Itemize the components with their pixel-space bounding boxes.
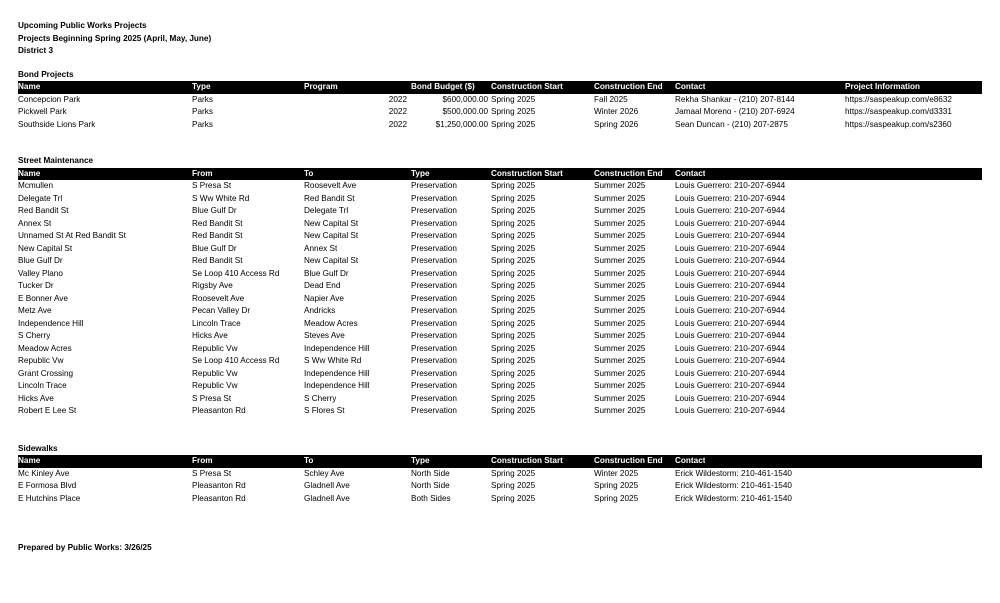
document-header bbox=[18, 20, 982, 58]
table-row bbox=[18, 106, 982, 119]
table-row bbox=[18, 94, 982, 107]
cell-contact: Louis Guerrero: 210-207-6944 bbox=[675, 243, 786, 253]
street-col-type: Type bbox=[411, 168, 430, 178]
cell-name: Mcmullen bbox=[18, 181, 54, 190]
bond-col-budget: Bond Budget ($) bbox=[411, 82, 475, 91]
table-row bbox=[18, 393, 982, 406]
cell-start: Spring 2025 bbox=[491, 368, 536, 378]
prepared-by-footer: Prepared by Public Works: 3/26/25 bbox=[18, 543, 152, 552]
cell-to: New Capital St bbox=[304, 256, 359, 265]
cell-end: Spring 2025 bbox=[594, 481, 639, 490]
cell-name: Tucker Dr bbox=[18, 281, 54, 290]
cell-program: 2022 bbox=[388, 94, 407, 104]
cell-from: Red Bandit St bbox=[192, 218, 243, 228]
cell-name: Southside Lions Park bbox=[18, 119, 96, 129]
cell-end: Summer 2025 bbox=[594, 393, 646, 403]
cell-from: S Ww White Rd bbox=[192, 193, 250, 203]
cell-type: Both Sides bbox=[411, 493, 451, 503]
cell-from: Republic Vw bbox=[192, 368, 238, 378]
table-row bbox=[18, 493, 982, 506]
cell-from: Pecan Valley Dr bbox=[192, 306, 251, 315]
cell-contact: Louis Guerrero: 210-207-6944 bbox=[675, 293, 786, 303]
table-row bbox=[18, 468, 982, 481]
cell-name: Independence Hill bbox=[18, 318, 84, 328]
bond-col-type: Type bbox=[192, 82, 211, 91]
table-row bbox=[18, 318, 982, 331]
cell-start: Spring 2025 bbox=[491, 107, 536, 116]
cell-contact: Louis Guerrero: 210-207-6944 bbox=[675, 256, 786, 265]
cell-from: Pleasanton Rd bbox=[192, 493, 246, 503]
cell-type: Preservation bbox=[411, 193, 457, 203]
cell-end: Spring 2026 bbox=[594, 119, 639, 129]
table-row bbox=[18, 355, 982, 368]
cell-end: Winter 2025 bbox=[594, 468, 639, 478]
cell-name: Concepcion Park bbox=[18, 94, 81, 104]
cell-start: Spring 2025 bbox=[491, 406, 536, 415]
cell-name: Meadow Acres bbox=[18, 343, 72, 353]
cell-contact: Louis Guerrero: 210-207-6944 bbox=[675, 193, 786, 203]
cell-start: Spring 2025 bbox=[491, 281, 536, 290]
cell-to: Blue Gulf Dr bbox=[304, 268, 349, 278]
cell-from: Pleasanton Rd bbox=[192, 481, 246, 490]
cell-name: Valley Plano bbox=[18, 268, 63, 278]
table-row bbox=[18, 293, 982, 306]
table-row bbox=[18, 193, 982, 206]
cell-info: https://saspeakup.com/s2360 bbox=[845, 119, 952, 129]
cell-end: Summer 2025 bbox=[594, 318, 646, 328]
street-maintenance-title: Street Maintenance bbox=[18, 156, 94, 165]
cell-type: Preservation bbox=[411, 356, 457, 365]
cell-contact: Louis Guerrero: 210-207-6944 bbox=[675, 231, 786, 240]
street-col-end: Construction End bbox=[594, 168, 663, 178]
cell-start: Spring 2025 bbox=[491, 231, 536, 240]
cell-to: Schley Ave bbox=[304, 468, 345, 478]
cell-name: Grant Crossing bbox=[18, 368, 74, 378]
cell-end: Summer 2025 bbox=[594, 306, 646, 315]
cell-from: S Presa St bbox=[192, 393, 232, 403]
cell-to: S Flores St bbox=[304, 406, 345, 415]
cell-budget: $500,000.00 bbox=[442, 107, 488, 116]
table-row bbox=[18, 243, 982, 256]
cell-name: Annex St bbox=[18, 218, 52, 228]
cell-contact: Louis Guerrero: 210-207-6944 bbox=[675, 181, 786, 190]
sidewalks-col-from: From bbox=[192, 456, 213, 465]
cell-to: Independence Hill bbox=[304, 368, 370, 378]
table-row bbox=[18, 405, 982, 418]
cell-contact: Louis Guerrero: 210-207-6944 bbox=[675, 331, 786, 340]
table-row bbox=[18, 343, 982, 356]
cell-contact: Louis Guerrero: 210-207-6944 bbox=[675, 218, 786, 228]
street-header-row bbox=[18, 168, 982, 181]
cell-from: Red Bandit St bbox=[192, 256, 243, 265]
table-row bbox=[18, 330, 982, 343]
cell-type: Preservation bbox=[411, 218, 457, 228]
sidewalks-col-type: Type bbox=[411, 456, 430, 465]
cell-name: Hicks Ave bbox=[18, 393, 54, 403]
cell-to: Napier Ave bbox=[304, 293, 344, 303]
cell-contact: Louis Guerrero: 210-207-6944 bbox=[675, 356, 786, 365]
table-row bbox=[18, 230, 982, 243]
cell-to: Gladnell Ave bbox=[304, 493, 350, 503]
cell-contact: Louis Guerrero: 210-207-6944 bbox=[675, 268, 786, 278]
cell-name: Lincoln Trace bbox=[18, 381, 67, 390]
cell-to: S Ww White Rd bbox=[304, 356, 362, 365]
cell-name: New Capital St bbox=[18, 243, 73, 253]
cell-type: Preservation bbox=[411, 381, 457, 390]
cell-to: Independence Hill bbox=[304, 381, 370, 390]
cell-type: Preservation bbox=[411, 343, 457, 353]
cell-type: Preservation bbox=[411, 181, 457, 190]
cell-type: Preservation bbox=[411, 243, 457, 253]
cell-contact: Louis Guerrero: 210-207-6944 bbox=[675, 406, 786, 415]
cell-start: Spring 2025 bbox=[491, 206, 536, 215]
cell-type: Preservation bbox=[411, 231, 457, 240]
cell-type: Preservation bbox=[411, 293, 457, 303]
sidewalks-col-to: To bbox=[304, 456, 314, 465]
cell-info: https://saspeakup.com/d3331 bbox=[845, 107, 952, 116]
table-row bbox=[18, 305, 982, 318]
cell-start: Spring 2025 bbox=[491, 343, 536, 353]
bond-projects-section bbox=[18, 69, 982, 132]
cell-name: Unnamed St At Red Bandit St bbox=[18, 231, 126, 240]
table-row bbox=[18, 268, 982, 281]
cell-type: Preservation bbox=[411, 331, 457, 340]
cell-name: Delegate Trl bbox=[18, 193, 63, 203]
cell-name: Republic Vw bbox=[18, 356, 64, 365]
cell-name: E Formosa Blvd bbox=[18, 481, 77, 490]
cell-name: S Cherry bbox=[18, 331, 51, 340]
cell-start: Spring 2025 bbox=[491, 393, 536, 403]
cell-start: Spring 2025 bbox=[491, 293, 536, 303]
cell-from: S Presa St bbox=[192, 468, 232, 478]
cell-end: Summer 2025 bbox=[594, 331, 646, 340]
bond-col-info: Project Information bbox=[845, 82, 921, 91]
sidewalks-header-row bbox=[18, 455, 982, 468]
cell-contact: Rekha Shankar - (210) 207-8144 bbox=[675, 94, 795, 104]
cell-to: New Capital St bbox=[304, 231, 359, 240]
cell-name: Robert E Lee St bbox=[18, 406, 77, 415]
street-col-to: To bbox=[304, 168, 314, 178]
street-col-start: Construction Start bbox=[491, 168, 563, 178]
bond-col-program: Program bbox=[304, 82, 338, 91]
cell-to: Annex St bbox=[304, 243, 338, 253]
cell-end: Summer 2025 bbox=[594, 256, 646, 265]
cell-from: Red Bandit St bbox=[192, 231, 243, 240]
cell-to: Dead End bbox=[304, 281, 341, 290]
cell-type: Parks bbox=[192, 119, 213, 129]
cell-contact: Louis Guerrero: 210-207-6944 bbox=[675, 318, 786, 328]
cell-name: Mc Kinley Ave bbox=[18, 468, 70, 478]
sidewalks-col-start: Construction Start bbox=[491, 456, 563, 465]
cell-type: Parks bbox=[192, 94, 213, 104]
cell-from: Hicks Ave bbox=[192, 331, 228, 340]
cell-start: Spring 2025 bbox=[491, 181, 536, 190]
cell-end: Summer 2025 bbox=[594, 293, 646, 303]
cell-end: Summer 2025 bbox=[594, 281, 646, 290]
sidewalks-col-name: Name bbox=[18, 456, 41, 465]
cell-end: Summer 2025 bbox=[594, 231, 646, 240]
cell-contact: Louis Guerrero: 210-207-6944 bbox=[675, 343, 786, 353]
table-row bbox=[18, 480, 982, 493]
cell-type: Preservation bbox=[411, 268, 457, 278]
cell-start: Spring 2025 bbox=[491, 268, 536, 278]
cell-program: 2022 bbox=[388, 119, 407, 129]
cell-to: Delegate Trl bbox=[304, 206, 349, 215]
cell-from: Republic Vw bbox=[192, 381, 238, 390]
cell-start: Spring 2025 bbox=[491, 119, 536, 129]
cell-end: Summer 2025 bbox=[594, 268, 646, 278]
sidewalks-col-end: Construction End bbox=[594, 456, 663, 465]
street-maintenance-section bbox=[18, 155, 982, 418]
street-col-name: Name bbox=[18, 168, 41, 178]
bond-header-row bbox=[18, 81, 982, 94]
cell-contact: Louis Guerrero: 210-207-6944 bbox=[675, 306, 786, 315]
cell-to: S Cherry bbox=[304, 393, 337, 403]
cell-start: Spring 2025 bbox=[491, 331, 536, 340]
cell-type: Preservation bbox=[411, 206, 457, 215]
cell-start: Spring 2025 bbox=[491, 318, 536, 328]
table-row bbox=[18, 380, 982, 393]
cell-type: Preservation bbox=[411, 281, 457, 290]
cell-start: Spring 2025 bbox=[491, 243, 536, 253]
cell-end: Summer 2025 bbox=[594, 381, 646, 390]
cell-from: S Presa St bbox=[192, 181, 232, 190]
cell-name: Pickwell Park bbox=[18, 107, 67, 116]
cell-type: North Side bbox=[411, 481, 450, 490]
cell-end: Summer 2025 bbox=[594, 218, 646, 228]
header-district: District 3 bbox=[18, 46, 54, 55]
bond-col-end: Construction End bbox=[594, 82, 663, 91]
cell-end: Summer 2025 bbox=[594, 406, 646, 415]
cell-start: Spring 2025 bbox=[491, 256, 536, 265]
cell-type: Preservation bbox=[411, 256, 457, 265]
cell-contact: Erick Wildestorm: 210-461-1540 bbox=[675, 468, 792, 478]
cell-to: Roosevelt Ave bbox=[304, 181, 357, 190]
cell-type: Preservation bbox=[411, 306, 457, 315]
street-col-contact: Contact bbox=[675, 168, 706, 178]
cell-to: New Capital St bbox=[304, 218, 359, 228]
document-page bbox=[18, 20, 982, 555]
cell-to: Gladnell Ave bbox=[304, 481, 350, 490]
table-row bbox=[18, 205, 982, 218]
cell-end: Fall 2025 bbox=[594, 94, 628, 104]
cell-type: Parks bbox=[192, 107, 213, 116]
cell-start: Spring 2025 bbox=[491, 468, 536, 478]
cell-start: Spring 2025 bbox=[491, 381, 536, 390]
cell-from: Republic Vw bbox=[192, 343, 238, 353]
cell-name: Metz Ave bbox=[18, 306, 52, 315]
cell-program: 2022 bbox=[388, 107, 407, 116]
bond-col-contact: Contact bbox=[675, 82, 706, 91]
sidewalks-col-contact: Contact bbox=[675, 456, 706, 465]
cell-type: Preservation bbox=[411, 393, 457, 403]
cell-end: Summer 2025 bbox=[594, 193, 646, 203]
cell-from: Se Loop 410 Access Rd bbox=[192, 268, 280, 278]
cell-contact: Louis Guerrero: 210-207-6944 bbox=[675, 381, 786, 390]
cell-contact: Louis Guerrero: 210-207-6944 bbox=[675, 368, 786, 378]
bond-col-start: Construction Start bbox=[491, 82, 563, 91]
cell-contact: Erick Wildestorm: 210-461-1540 bbox=[675, 481, 792, 490]
cell-contact: Louis Guerrero: 210-207-6944 bbox=[675, 206, 786, 215]
cell-end: Summer 2025 bbox=[594, 356, 646, 365]
cell-start: Spring 2025 bbox=[491, 218, 536, 228]
header-subtitle: Projects Beginning Spring 2025 (April, May, June) bbox=[18, 33, 212, 43]
table-row bbox=[18, 119, 982, 132]
cell-end: Spring 2025 bbox=[594, 493, 639, 503]
cell-info: https://saspeakup.com/e8632 bbox=[845, 94, 952, 104]
cell-end: Summer 2025 bbox=[594, 243, 646, 253]
cell-name: E Hutchins Place bbox=[18, 493, 81, 503]
cell-start: Spring 2025 bbox=[491, 306, 536, 315]
sidewalks-rows bbox=[18, 468, 982, 506]
cell-start: Spring 2025 bbox=[491, 193, 536, 203]
cell-from: Rigsby Ave bbox=[192, 281, 233, 290]
cell-name: Blue Gulf Dr bbox=[18, 256, 63, 265]
sidewalks-section bbox=[18, 443, 982, 506]
cell-contact: Erick Wildestorm: 210-461-1540 bbox=[675, 493, 792, 503]
cell-end: Summer 2025 bbox=[594, 181, 646, 190]
table-row bbox=[18, 180, 982, 193]
table-row bbox=[18, 255, 982, 268]
cell-start: Spring 2025 bbox=[491, 356, 536, 365]
cell-end: Summer 2025 bbox=[594, 368, 646, 378]
cell-from: Se Loop 410 Access Rd bbox=[192, 356, 280, 365]
table-row bbox=[18, 218, 982, 231]
cell-from: Blue Gulf Dr bbox=[192, 243, 237, 253]
cell-type: Preservation bbox=[411, 318, 457, 328]
cell-from: Lincoln Trace bbox=[192, 318, 241, 328]
table-row bbox=[18, 280, 982, 293]
sidewalks-title: Sidewalks bbox=[18, 443, 58, 453]
cell-contact: Jamaal Moreno - (210) 207-6924 bbox=[675, 107, 795, 116]
cell-contact: Louis Guerrero: 210-207-6944 bbox=[675, 393, 786, 403]
cell-type: Preservation bbox=[411, 406, 457, 415]
street-col-from: From bbox=[192, 168, 213, 178]
cell-name: E Bonner Ave bbox=[18, 293, 68, 303]
cell-budget: $1,250,000.00 bbox=[435, 119, 488, 129]
cell-name: Red Bandit St bbox=[18, 206, 69, 215]
header-title: Upcoming Public Works Projects bbox=[18, 21, 147, 30]
cell-to: Red Bandit St bbox=[304, 193, 355, 203]
cell-to: Steves Ave bbox=[304, 331, 345, 340]
cell-to: Independence Hill bbox=[304, 343, 370, 353]
table-row bbox=[18, 368, 982, 381]
cell-end: Summer 2025 bbox=[594, 206, 646, 215]
cell-type: Preservation bbox=[411, 368, 457, 378]
cell-from: Roosevelt Ave bbox=[192, 293, 245, 303]
cell-start: Spring 2025 bbox=[491, 493, 536, 503]
street-rows bbox=[18, 180, 982, 418]
cell-from: Pleasanton Rd bbox=[192, 406, 246, 415]
cell-end: Winter 2026 bbox=[594, 107, 639, 116]
cell-from: Blue Gulf Dr bbox=[192, 206, 237, 215]
bond-col-name: Name bbox=[18, 82, 41, 91]
cell-to: Meadow Acres bbox=[304, 318, 358, 328]
cell-budget: $600,000.00 bbox=[442, 94, 488, 104]
cell-end: Summer 2025 bbox=[594, 343, 646, 353]
cell-type: North Side bbox=[411, 468, 450, 478]
bond-projects-title: Bond Projects bbox=[18, 69, 74, 79]
cell-to: Andricks bbox=[304, 306, 336, 315]
bond-rows bbox=[18, 94, 982, 132]
cell-contact: Sean Duncan - (210) 207-2875 bbox=[675, 119, 788, 129]
cell-start: Spring 2025 bbox=[491, 481, 536, 490]
cell-start: Spring 2025 bbox=[491, 94, 536, 104]
cell-contact: Louis Guerrero: 210-207-6944 bbox=[675, 281, 786, 290]
